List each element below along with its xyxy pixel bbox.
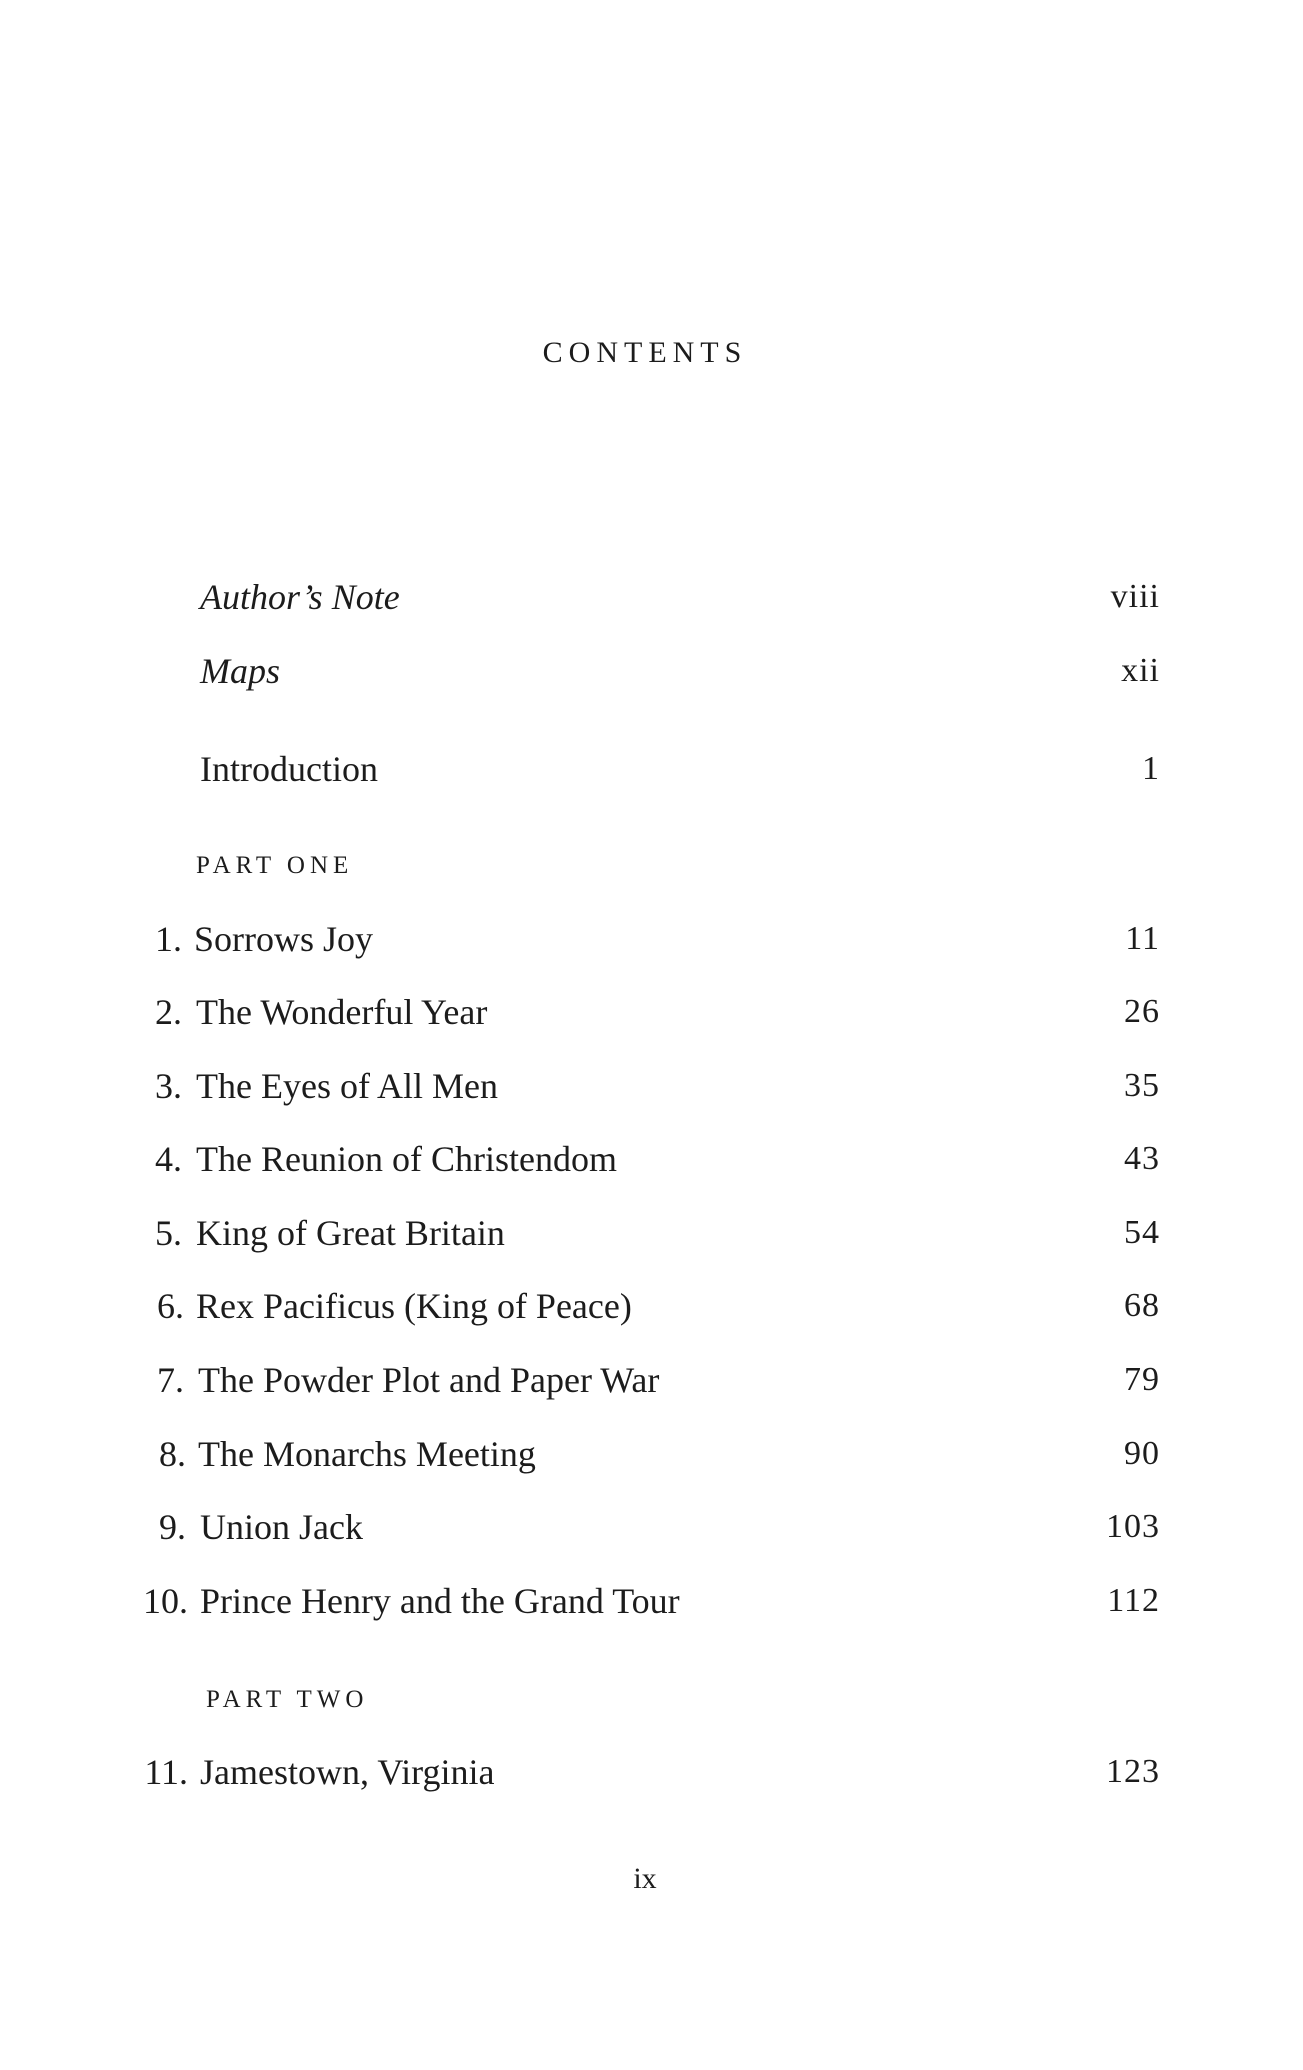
chapter-title: The Reunion of Christendom <box>196 1139 617 1179</box>
chapter-page: 11 <box>1125 920 1160 957</box>
chapter-number: 9. <box>159 1507 186 1547</box>
page-number: ix <box>633 1862 657 1895</box>
toc-chapter-row[interactable] <box>0 1747 1303 1797</box>
toc-entry-title: Maps <box>200 651 280 691</box>
chapter-page: 68 <box>1124 1287 1160 1324</box>
chapter-number: 2. <box>155 992 182 1032</box>
toc-chapter-row[interactable] <box>0 987 1303 1037</box>
chapter-page: 90 <box>1124 1435 1160 1472</box>
chapter-number: 5. <box>155 1213 182 1253</box>
part-two-label: PART TWO <box>206 1686 369 1713</box>
chapter-page: 123 <box>1106 1753 1160 1790</box>
chapter-title: King of Great Britain <box>196 1213 505 1253</box>
chapter-title: Sorrows Joy <box>194 919 374 959</box>
chapter-page: 54 <box>1124 1214 1160 1251</box>
part-one-label: PART ONE <box>196 852 354 879</box>
chapter-page: 35 <box>1124 1067 1160 1104</box>
chapter-page: 112 <box>1107 1582 1160 1619</box>
chapter-number: 8. <box>159 1434 186 1474</box>
toc-entry-title: Author’s Note <box>200 577 400 617</box>
chapter-title: Union Jack <box>200 1507 363 1547</box>
toc-entry-introduction[interactable] <box>0 744 1303 794</box>
toc-chapter-row[interactable] <box>0 1429 1303 1479</box>
toc-entry-page: xii <box>1121 652 1160 689</box>
toc-chapter-row[interactable] <box>0 1208 1303 1258</box>
toc-entry-page: 1 <box>1142 750 1160 787</box>
chapter-title: The Eyes of All Men <box>196 1066 498 1106</box>
toc-entry-maps[interactable] <box>0 646 1303 696</box>
chapter-number: 10. <box>143 1581 188 1621</box>
chapter-title: The Monarchs Meeting <box>198 1434 536 1474</box>
toc-entry-title: Introduction <box>200 749 378 789</box>
toc-entry-page: viii <box>1110 578 1160 615</box>
chapter-number: 7. <box>157 1360 184 1400</box>
toc-chapter-row[interactable] <box>0 1576 1303 1626</box>
chapter-title: The Powder Plot and Paper War <box>198 1360 660 1400</box>
chapter-number: 3. <box>155 1066 182 1106</box>
toc-entry-authors-note[interactable] <box>0 572 1303 622</box>
chapter-title: Rex Pacificus (King of Peace) <box>196 1286 632 1326</box>
chapter-title: The Wonderful Year <box>196 992 488 1032</box>
chapter-page: 26 <box>1124 993 1160 1030</box>
chapter-title: Jamestown, Virginia <box>200 1752 495 1792</box>
chapter-page: 103 <box>1106 1508 1160 1545</box>
chapter-number: 1. <box>155 919 182 959</box>
chapter-number: 6. <box>157 1286 184 1326</box>
chapter-title: Prince Henry and the Grand Tour <box>200 1581 680 1621</box>
toc-chapter-row[interactable] <box>0 1355 1303 1405</box>
toc-chapter-row[interactable] <box>0 914 1303 964</box>
toc-chapter-row[interactable] <box>0 1281 1303 1331</box>
toc-chapter-row[interactable] <box>0 1061 1303 1111</box>
page-heading: CONTENTS <box>542 336 748 369</box>
chapter-number: 4. <box>155 1139 182 1179</box>
chapter-page: 79 <box>1124 1361 1160 1398</box>
chapter-page: 43 <box>1124 1140 1160 1177</box>
toc-chapter-row[interactable] <box>0 1134 1303 1184</box>
chapter-number: 11. <box>144 1752 188 1792</box>
toc-chapter-row[interactable] <box>0 1502 1303 1552</box>
